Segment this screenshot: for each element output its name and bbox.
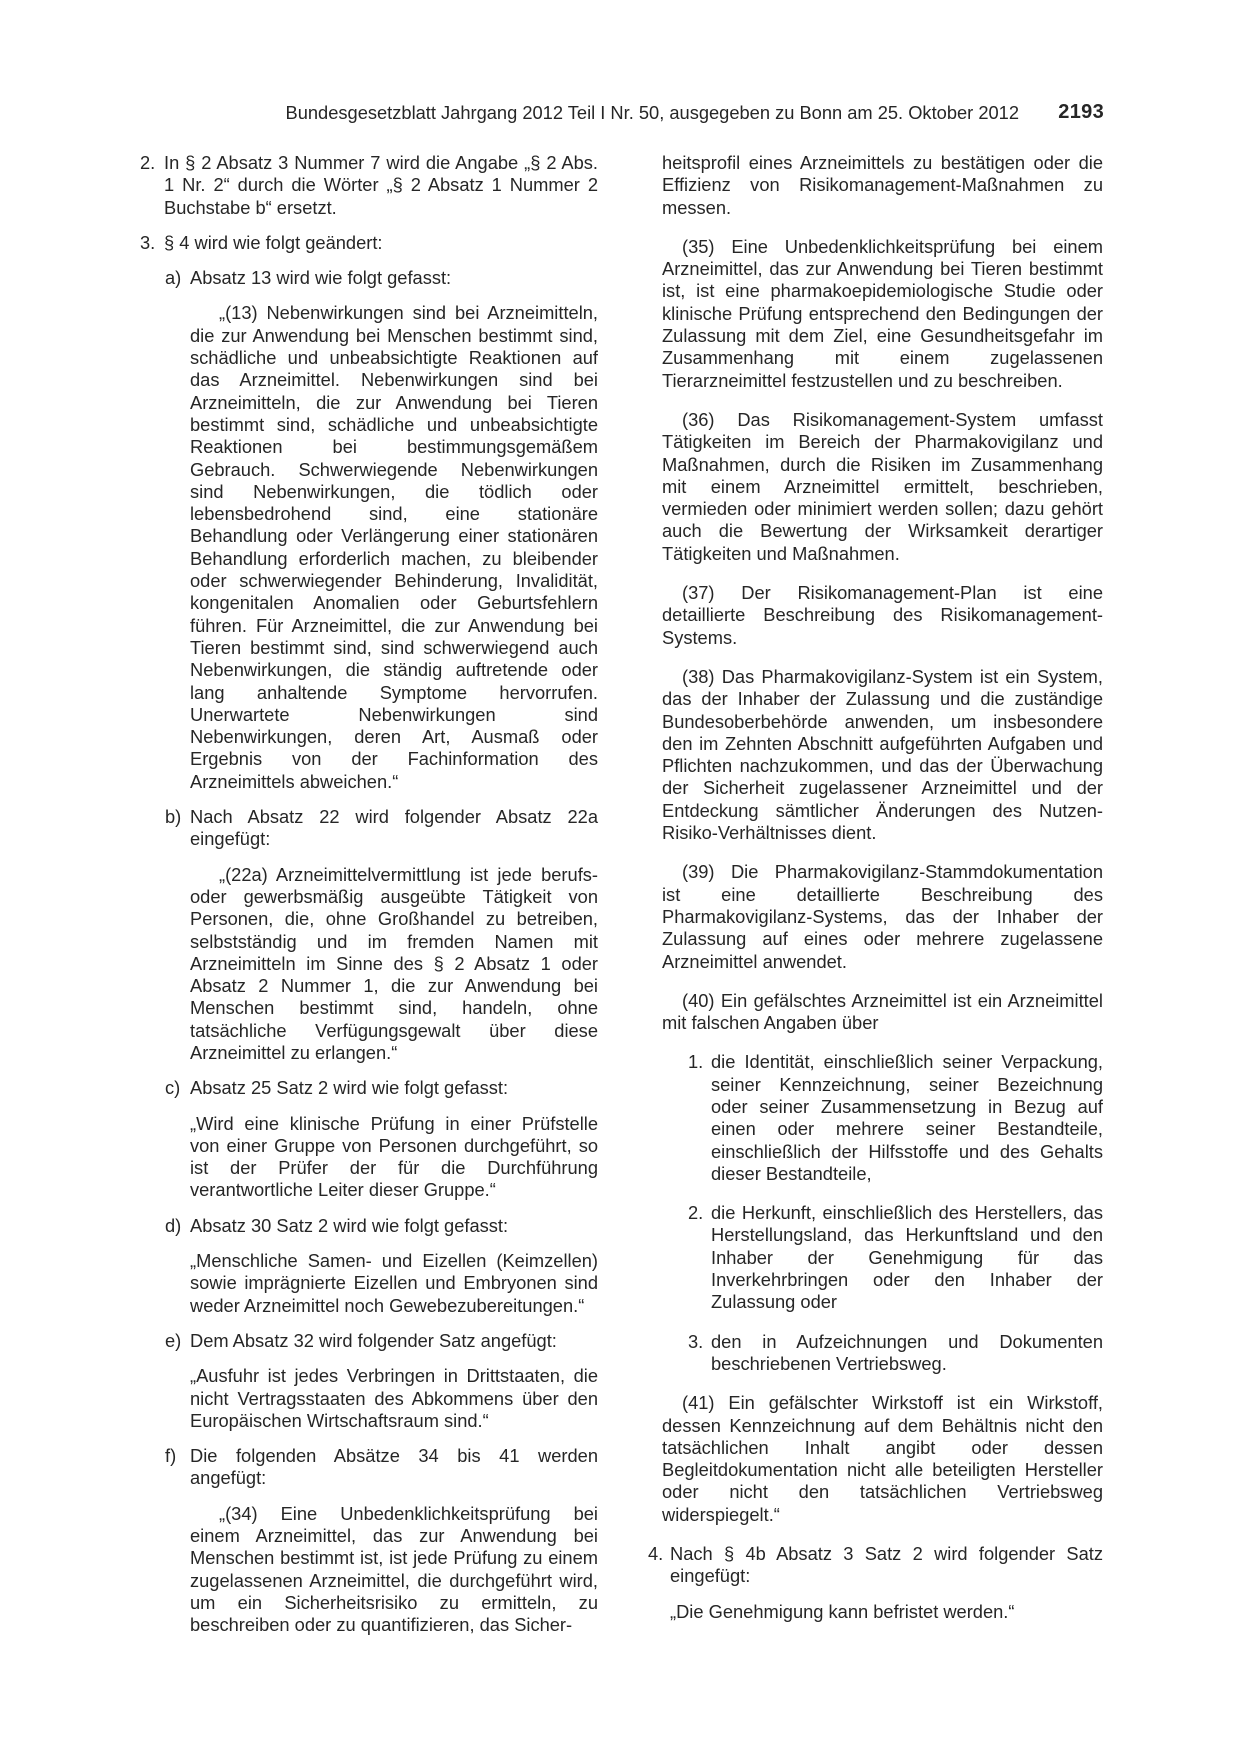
sub-item-c [165, 1077, 598, 1099]
sub-item-e [165, 1330, 598, 1352]
left-column [137, 152, 598, 1637]
item-label: 1. [688, 1051, 704, 1073]
paragraph-35: (35) Eine Unbedenklichkeitsprüfung bei einem Arzneimittel, das zur Anwendung bei Tieren bestimmt ist, ist eine pharmakoepidemiologische Studie oder klinische Prüfung entsprechend den Bedingungen der Zulassung mit dem Ziel, eine Gesundheitsgefahr im Zusammenhang mit einem zugelassenen Tierarzneimittel festzustellen und zu beschreiben. [662, 235, 1103, 391]
item-text: Nach § 4b Absatz 3 Satz 2 wird folgender Satz eingefügt: [670, 1543, 1103, 1587]
sub-item-text: Nach Absatz 22 wird folgender Absatz 22a eingefügt: [190, 806, 598, 850]
sub-item-text: Absatz 25 Satz 2 wird wie folgt gefasst: [190, 1077, 509, 1099]
header-title: Bundesgesetzblatt Jahrgang 2012 Teil I Nr. 50, ausgegeben zu Bonn am 25. Oktober 2012 [285, 102, 1019, 123]
sub-item-d [165, 1215, 598, 1237]
quote-absatz-13: „(13) Nebenwirkungen sind bei Arzneimitteln, die zur Anwendung bei Menschen bestimmt sind, schädliche und unbeabsichtigte Reaktionen auf das Arzneimittel. Nebenwirkungen sind bei Arzneimitteln, die zur Anwendung bei Tieren bestimmt sind, schädliche und unbeabsichtigte Reaktionen bei bestimmungsgemäßem Gebrauch. Schwerwiegende Nebenwirkungen sind Nebenwirkungen, die tödlich oder lebensbedrohend sind, eine stationäre Behandlung oder Verlängerung einer stationären Behandlung erforderlich machen, zu bleibender oder schwerwiegender Behinderung, Invalidität, kongenitalen Anomalien oder Geburtsfehlern führen. Für Arzneimittel, die zur Anwendung bei Tieren bestimmt sind, sind schwerwiegend auch Nebenwirkungen, die ständig auftretende oder lang anhaltende Symptome hervorrufen. Unerwartete Nebenwirkungen sind Nebenwirkungen, deren Art, Ausmaß oder Ergebnis von der Fachinformation des Arzneimittels abweichen.“ [190, 302, 598, 792]
sub-item-text: Absatz 13 wird wie folgt gefasst: [190, 267, 452, 289]
paragraph-36: (36) Das Risikomanagement-System umfasst Tätigkeiten im Bereich der Pharmakovigilanz und Maßnahmen, durch die Risiken im Zusammenhang mit einem Arzneimittel ermittelt, beschrieben, vermieden oder minimiert werden sollen; dazu gehört auch die Bewertung der Wirksamkeit derartiger Tätigkeiten und Maßnahmen. [662, 408, 1103, 564]
quote-absatz-25: „Wird eine klinische Prüfung in einer Prüfstelle von einer Gruppe von Personen durchgeführt, so ist der Prüfer der für die Durchführung verantwortliche Leiter dieser Gruppe.“ [190, 1112, 598, 1201]
sub-item-label: d) [165, 1214, 182, 1236]
list-item-4 [642, 1543, 1103, 1588]
page-number: 2193 [1058, 101, 1104, 123]
item-label: 4. [648, 1543, 664, 1565]
quote-absatz-4b: „Die Genehmigung kann befristet werden.“ [670, 1600, 1015, 1622]
paragraph-40: (40) Ein gefälschtes Arzneimittel ist ein Arzneimittel mit falschen Angaben über [662, 989, 1103, 1034]
sub-item-label: f) [165, 1445, 177, 1467]
list-item-2 [137, 152, 598, 219]
item-text: die Herkunft, einschließlich des Herstellers, das Herstellungsland, das Herkunftsland und den Inhaber der Genehmigung für das Inverkehrbringen oder den Inhaber der Zulassung oder [711, 1202, 1103, 1313]
continuation-absatz-34: heitsprofil eines Arzneimittels zu bestätigen oder die Effizienz von Risikomanagement-Maßnahmen zu messen. [662, 152, 1103, 218]
item-label: 3. [140, 231, 156, 253]
item-label: 2. [140, 152, 156, 173]
sub-item-text: Dem Absatz 32 wird folgender Satz angefügt: [190, 1329, 557, 1351]
item-text: In § 2 Absatz 3 Nummer 7 wird die Angabe „§ 2 Abs. 1 Nr. 2“ durch die Wörter „§ 2 Absatz 1 Nummer 2 Buchstabe b“ ersetzt. [164, 152, 598, 218]
page-header [137, 99, 1104, 127]
sub-item-label: c) [165, 1077, 181, 1099]
quote-absatz-34: „(34) Eine Unbedenklichkeitsprüfung bei einem Arzneimittel, das zur Anwendung bei Menschen bestimmt ist, ist jede Prüfung zu einem zugelassenen Arzneimittel, die durchgeführt wird, um ein Sicherheitsrisiko zu ermitteln, zu beschreiben oder zu quantifizieren, das Sicher- [190, 1502, 598, 1636]
list-item-3 [137, 232, 598, 254]
item-label: 2. [688, 1202, 704, 1224]
paragraph-41: (41) Ein gefälschter Wirkstoff ist ein Wirkstoff, dessen Kennzeichnung auf dem Behältnis nicht den tatsächlichen Inhalt angibt oder dessen Begleitdokumentation nicht alle beteiligten Hersteller oder nicht den tatsächlichen Vertriebsweg widerspiegelt.“ [662, 1392, 1103, 1525]
paragraph-37: (37) Der Risikomanagement-Plan ist eine detaillierte Beschreibung des Risikomanagement-Systems. [662, 582, 1103, 648]
item-label: 3. [688, 1330, 704, 1352]
list-item-40-2 [688, 1202, 1103, 1313]
list-item-40-3 [688, 1331, 1103, 1376]
item-text: § 4 wird wie folgt geändert: [164, 231, 383, 253]
quote-absatz-32: „Ausfuhr ist jedes Verbringen in Drittstaaten, die nicht Vertragsstaaten des Abkommens über den Europäischen Wirtschaftsraum sind.“ [190, 1365, 598, 1431]
paragraph-39: (39) Die Pharmakovigilanz-Stammdokumentation ist eine detaillierte Beschreibung des Pharmakovigilanz-Systems, das der Inhaber der Zulassung auf eines oder mehrere zugelassene Arzneimittel anwendet. [662, 861, 1103, 972]
item-text: die Identität, einschließlich seiner Verpackung, seiner Kennzeichnung, seiner Bezeichnung oder seiner Zusammensetzung in Bezug auf einen oder mehrere seiner Bestandteile, einschließlich der Hilfsstoffe und des Gehalts dieser Bestandteile, [711, 1051, 1103, 1184]
paragraph-38: (38) Das Pharmakovigilanz-System ist ein System, das der Inhaber der Zulassung und die zuständige Bundesoberbehörde anwenden, um insbesondere den im Zehnten Abschnitt aufgeführten Aufgaben und Pflichten nachzukommen, und das der Überwachung der Sicherheit zugelassener Arzneimittel und der Entdeckung sämtlicher Änderungen des Nutzen-Risiko-Verhältnisses dient. [662, 665, 1103, 844]
sub-item-label: a) [165, 267, 182, 289]
sub-item-a [165, 267, 598, 289]
quote-absatz-22a: „(22a) Arzneimittelvermittlung ist jede berufs- oder gewerbsmäßig ausgeübte Tätigkeit von Personen, die, ohne Großhandel zu betreiben, selbstständig und im fremden Namen mit Arzneimitteln im Sinne des § 2 Absatz 1 oder Absatz 2 Nummer 1, die zur Anwendung bei Menschen bestimmt sind, handeln, ohne tatsächliche Verfügungsgewalt über diese Arzneimittel zu erlangen.“ [190, 863, 598, 1063]
sub-item-text: Absatz 30 Satz 2 wird wie folgt gefasst: [190, 1214, 509, 1236]
right-column [642, 152, 1103, 1623]
sub-item-label: e) [165, 1329, 182, 1351]
list-item-40-1 [688, 1051, 1103, 1185]
sub-item-label: b) [165, 806, 182, 828]
item-text: den in Aufzeichnungen und Dokumenten beschriebenen Vertriebsweg. [711, 1330, 1103, 1374]
sub-item-b [165, 806, 598, 851]
quote-absatz-30: „Menschliche Samen- und Eizellen (Keimzellen) sowie imprägnierte Eizellen und Embryonen sind weder Arzneimittel noch Gewebezubereitungen.“ [190, 1250, 598, 1316]
sub-item-f [165, 1445, 598, 1490]
sub-item-text: Die folgenden Absätze 34 bis 41 werden angefügt: [190, 1445, 598, 1489]
